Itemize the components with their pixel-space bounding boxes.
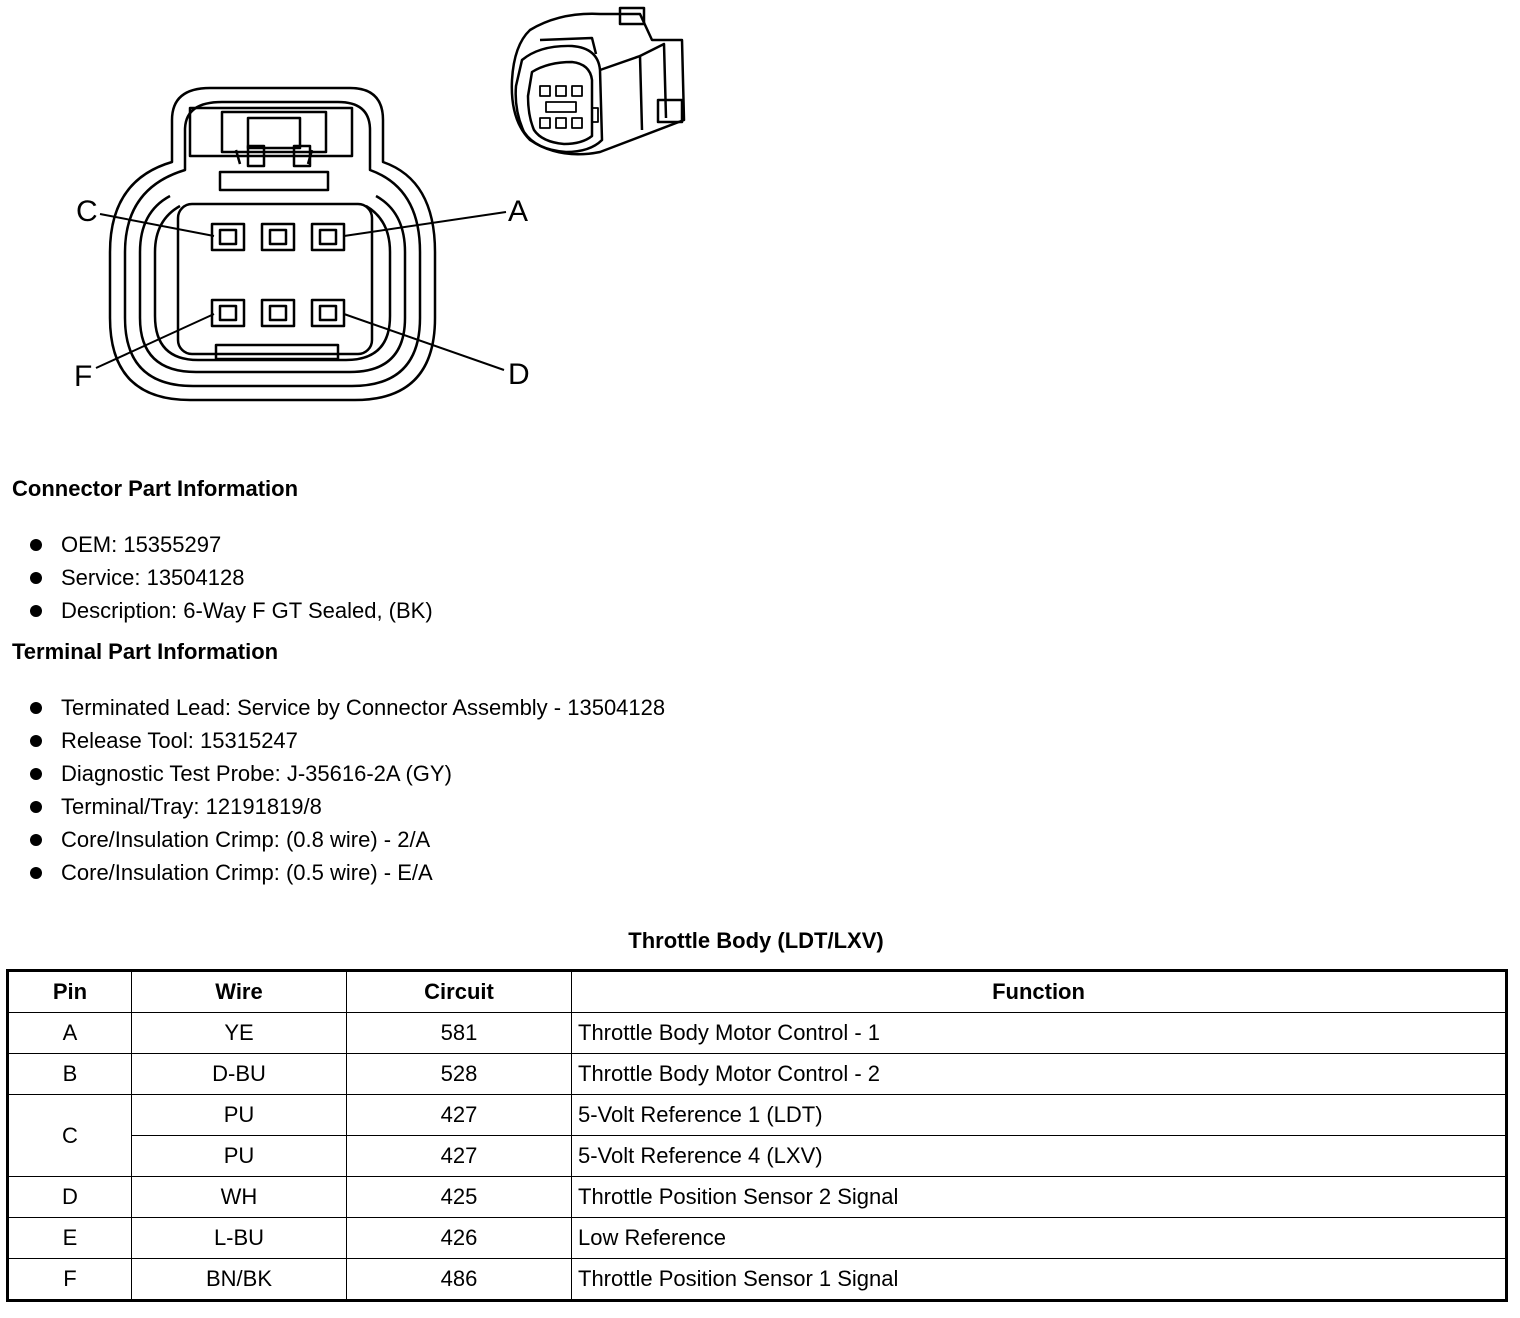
list-item-text: Terminal/Tray: 12191819/8: [61, 794, 322, 819]
list-item-text: Core/Insulation Crimp: (0.5 wire) - E/A: [61, 860, 433, 885]
circuit-cell: 581: [347, 1013, 572, 1054]
connector-face-drawing: [0, 0, 760, 420]
pin-cell: C: [8, 1095, 132, 1177]
wire-cell: BN/BK: [132, 1259, 347, 1301]
list-item-text: OEM: 15355297: [61, 532, 222, 557]
column-header-circuit: Circuit: [347, 971, 572, 1013]
function-cell: Throttle Position Sensor 2 Signal: [572, 1177, 1507, 1218]
column-header-pin: Pin: [8, 971, 132, 1013]
bullet-icon: [30, 801, 42, 813]
list-item-text: Service: 13504128: [61, 565, 245, 590]
list-item: [28, 594, 433, 627]
bullet-icon: [30, 702, 42, 714]
bullet-icon: [30, 539, 42, 551]
wire-cell: L-BU: [132, 1218, 347, 1259]
function-cell: 5-Volt Reference 1 (LDT): [572, 1095, 1507, 1136]
column-header-wire: Wire: [132, 971, 347, 1013]
pin-label-d: D: [508, 358, 530, 391]
pin-label-c: C: [76, 195, 98, 228]
list-item: [28, 757, 665, 790]
list-item: [28, 790, 665, 823]
table-row: [8, 1136, 1507, 1177]
function-cell: Low Reference: [572, 1218, 1507, 1259]
table-row: [8, 1218, 1507, 1259]
circuit-cell: 427: [347, 1095, 572, 1136]
pin-label-a: A: [508, 195, 529, 228]
list-item: [28, 724, 665, 757]
table-header-row: [8, 971, 1507, 1013]
bullet-icon: [30, 768, 42, 780]
list-item-text: Terminated Lead: Service by Connector Assembly - 13504128: [61, 695, 666, 720]
bullet-icon: [30, 605, 42, 617]
table-row: [8, 1013, 1507, 1054]
wire-cell: YE: [132, 1013, 347, 1054]
wire-cell: WH: [132, 1177, 347, 1218]
terminal-info-heading: Terminal Part Information: [12, 639, 279, 664]
pinout-table: [6, 969, 1508, 1302]
list-item: [28, 561, 433, 594]
function-cell: Throttle Body Motor Control - 1: [572, 1013, 1507, 1054]
pin-cell: A: [8, 1013, 132, 1054]
list-item-text: Core/Insulation Crimp: (0.8 wire) - 2/A: [61, 827, 431, 852]
pin-cell: B: [8, 1054, 132, 1095]
list-item-text: Diagnostic Test Probe: J-35616-2A (GY): [61, 761, 452, 786]
connector-info-heading: Connector Part Information: [12, 476, 299, 501]
wire-cell: PU: [132, 1136, 347, 1177]
circuit-cell: 528: [347, 1054, 572, 1095]
list-item-text: Release Tool: 15315247: [61, 728, 298, 753]
list-item-text: Description: 6-Way F GT Sealed, (BK): [61, 598, 433, 623]
bullet-icon: [30, 867, 42, 879]
table-row: [8, 1095, 1507, 1136]
list-item: [28, 528, 433, 561]
pin-label-f: F: [74, 360, 93, 393]
table-row: [8, 1259, 1507, 1301]
pin-cell: E: [8, 1218, 132, 1259]
wire-cell: D-BU: [132, 1054, 347, 1095]
connector-info-list: [28, 528, 433, 627]
list-item: [28, 856, 665, 889]
bullet-icon: [30, 834, 42, 846]
pin-cell: F: [8, 1259, 132, 1301]
column-header-function: Function: [572, 971, 1507, 1013]
table-row: [8, 1177, 1507, 1218]
circuit-cell: 486: [347, 1259, 572, 1301]
bullet-icon: [30, 735, 42, 747]
circuit-cell: 425: [347, 1177, 572, 1218]
circuit-cell: 427: [347, 1136, 572, 1177]
function-cell: Throttle Position Sensor 1 Signal: [572, 1259, 1507, 1301]
table-row: [8, 1054, 1507, 1095]
table-title: Throttle Body (LDT/LXV): [628, 928, 884, 953]
wire-cell: PU: [132, 1095, 347, 1136]
bullet-icon: [30, 572, 42, 584]
circuit-cell: 426: [347, 1218, 572, 1259]
function-cell: Throttle Body Motor Control - 2: [572, 1054, 1507, 1095]
list-item: [28, 823, 665, 856]
connector-diagram: [0, 0, 760, 420]
list-item: [28, 691, 665, 724]
pin-cell: D: [8, 1177, 132, 1218]
function-cell: 5-Volt Reference 4 (LXV): [572, 1136, 1507, 1177]
terminal-info-list: [28, 691, 665, 889]
